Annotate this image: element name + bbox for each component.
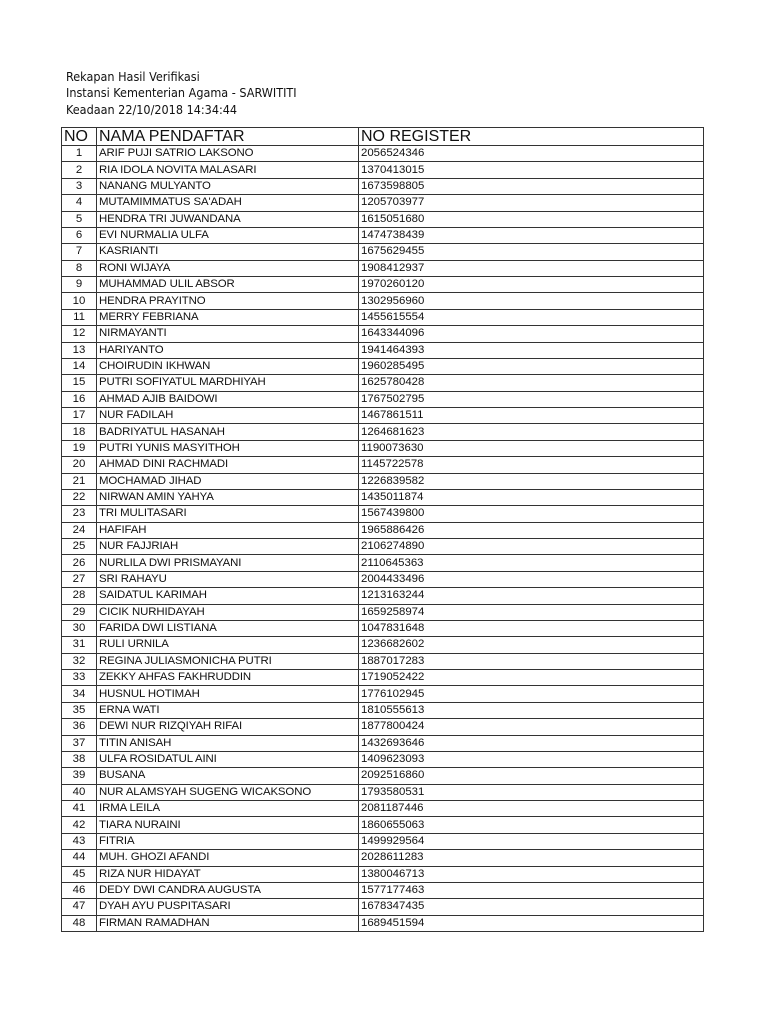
register-number: 1860655063 xyxy=(359,817,704,833)
table-row xyxy=(62,506,704,522)
register-number: 1887017283 xyxy=(359,653,704,669)
registrant-name: SRI RAHAYU xyxy=(97,571,359,587)
row-number: 35 xyxy=(62,702,97,718)
registrant-name: IRMA LEILA xyxy=(97,801,359,817)
register-number: 2106274890 xyxy=(359,539,704,555)
register-number: 2110645363 xyxy=(359,555,704,571)
register-number: 1643344096 xyxy=(359,326,704,342)
registrant-name: NIRWAN AMIN YAHYA xyxy=(97,489,359,505)
table-row xyxy=(62,326,704,342)
registrant-name: PUTRI YUNIS MASYITHOH xyxy=(97,440,359,456)
register-number: 1625780428 xyxy=(359,375,704,391)
row-number: 31 xyxy=(62,637,97,653)
registrant-name: DEWI NUR RIZQIYAH RIFAI xyxy=(97,719,359,735)
registrant-name: MUTAMIMMATUS SA'ADAH xyxy=(97,195,359,211)
registrant-name: MUHAMMAD ULIL ABSOR xyxy=(97,277,359,293)
row-number: 13 xyxy=(62,342,97,358)
table-row xyxy=(62,391,704,407)
row-number: 25 xyxy=(62,539,97,555)
row-number: 4 xyxy=(62,195,97,211)
row-number: 29 xyxy=(62,604,97,620)
row-number: 26 xyxy=(62,555,97,571)
table-row xyxy=(62,588,704,604)
row-number: 36 xyxy=(62,719,97,735)
column-header-name: NAMA PENDAFTAR xyxy=(97,128,359,146)
table-row xyxy=(62,195,704,211)
register-number: 1810555613 xyxy=(359,702,704,718)
register-number: 1432693646 xyxy=(359,735,704,751)
row-number: 8 xyxy=(62,260,97,276)
row-number: 37 xyxy=(62,735,97,751)
register-number: 1370413015 xyxy=(359,162,704,178)
row-number: 32 xyxy=(62,653,97,669)
register-number: 1615051680 xyxy=(359,211,704,227)
registrant-name: BADRIYATUL HASANAH xyxy=(97,424,359,440)
registrant-name: SAIDATUL KARIMAH xyxy=(97,588,359,604)
registrant-name: ERNA WATI xyxy=(97,702,359,718)
institution-line: Instansi Kementerian Agama - SARWITITI xyxy=(66,85,297,101)
register-number: 1719052422 xyxy=(359,670,704,686)
register-number: 1226839582 xyxy=(359,473,704,489)
table-row xyxy=(62,571,704,587)
row-number: 19 xyxy=(62,440,97,456)
registrant-name: TITIN ANISAH xyxy=(97,735,359,751)
table-row xyxy=(62,277,704,293)
table-row xyxy=(62,899,704,915)
row-number: 47 xyxy=(62,899,97,915)
registrant-name: FARIDA DWI LISTIANA xyxy=(97,620,359,636)
table-row xyxy=(62,539,704,555)
register-number: 1213163244 xyxy=(359,588,704,604)
table-row xyxy=(62,473,704,489)
register-number: 1678347435 xyxy=(359,899,704,915)
registrant-name: CICIK NURHIDAYAH xyxy=(97,604,359,620)
table-row xyxy=(62,833,704,849)
table-row xyxy=(62,293,704,309)
table-row xyxy=(62,555,704,571)
registrant-name: NUR FAJJRIAH xyxy=(97,539,359,555)
row-number: 15 xyxy=(62,375,97,391)
row-number: 44 xyxy=(62,850,97,866)
row-number: 46 xyxy=(62,882,97,898)
registrant-name: NURLILA DWI PRISMAYANI xyxy=(97,555,359,571)
table-row xyxy=(62,227,704,243)
registrant-name: NANANG MULYANTO xyxy=(97,178,359,194)
row-number: 20 xyxy=(62,457,97,473)
row-number: 21 xyxy=(62,473,97,489)
registrant-name: HUSNUL HOTIMAH xyxy=(97,686,359,702)
registrant-name: RIZA NUR HIDAYAT xyxy=(97,866,359,882)
registrant-name: PUTRI SOFIYATUL MARDHIYAH xyxy=(97,375,359,391)
register-number: 1877800424 xyxy=(359,719,704,735)
table-row xyxy=(62,670,704,686)
register-number: 1567439800 xyxy=(359,506,704,522)
row-number: 12 xyxy=(62,326,97,342)
column-header-no: NO xyxy=(62,128,97,146)
registrant-name: DEDY DWI CANDRA AUGUSTA xyxy=(97,882,359,898)
registrant-name: KASRIANTI xyxy=(97,244,359,260)
table-row xyxy=(62,408,704,424)
registrant-name: ZEKKY AHFAS FAKHRUDDIN xyxy=(97,670,359,686)
row-number: 17 xyxy=(62,408,97,424)
table-row xyxy=(62,637,704,653)
row-number: 24 xyxy=(62,522,97,538)
registrant-name: RULI URNILA xyxy=(97,637,359,653)
table-row xyxy=(62,768,704,784)
row-number: 30 xyxy=(62,620,97,636)
row-number: 5 xyxy=(62,211,97,227)
table-row xyxy=(62,146,704,162)
register-number: 1767502795 xyxy=(359,391,704,407)
table-row xyxy=(62,735,704,751)
row-number: 38 xyxy=(62,751,97,767)
document-header xyxy=(66,69,297,118)
registrant-name: HAFIFAH xyxy=(97,522,359,538)
row-number: 3 xyxy=(62,178,97,194)
registrant-name: DYAH AYU PUSPITASARI xyxy=(97,899,359,915)
register-number: 1264681623 xyxy=(359,424,704,440)
register-number: 1659258974 xyxy=(359,604,704,620)
row-number: 22 xyxy=(62,489,97,505)
registrant-name: TRI MULITASARI xyxy=(97,506,359,522)
row-number: 23 xyxy=(62,506,97,522)
table-row xyxy=(62,751,704,767)
registrant-name: FIRMAN RAMADHAN xyxy=(97,915,359,931)
register-number: 1675629455 xyxy=(359,244,704,260)
table-row xyxy=(62,620,704,636)
table-row xyxy=(62,440,704,456)
row-number: 48 xyxy=(62,915,97,931)
register-number: 2004433496 xyxy=(359,571,704,587)
table-row xyxy=(62,686,704,702)
register-number: 2028611283 xyxy=(359,850,704,866)
row-number: 10 xyxy=(62,293,97,309)
registrant-name: MUH. GHOZI AFANDI xyxy=(97,850,359,866)
table-row xyxy=(62,342,704,358)
register-number: 1190073630 xyxy=(359,440,704,456)
table-row xyxy=(62,489,704,505)
table-row xyxy=(62,375,704,391)
register-number: 1302956960 xyxy=(359,293,704,309)
registrant-name: CHOIRUDIN IKHWAN xyxy=(97,358,359,374)
row-number: 16 xyxy=(62,391,97,407)
row-number: 14 xyxy=(62,358,97,374)
row-number: 9 xyxy=(62,277,97,293)
registrant-name: AHMAD AJIB BAIDOWI xyxy=(97,391,359,407)
register-number: 2056524346 xyxy=(359,146,704,162)
table-row xyxy=(62,358,704,374)
timestamp-line: Keadaan 22/10/2018 14:34:44 xyxy=(66,101,238,117)
register-number: 1455615554 xyxy=(359,309,704,325)
table-row xyxy=(62,653,704,669)
row-number: 6 xyxy=(62,227,97,243)
registrant-name: FITRIA xyxy=(97,833,359,849)
row-number: 2 xyxy=(62,162,97,178)
table-header-row xyxy=(62,128,704,146)
registrant-name: NUR FADILAH xyxy=(97,408,359,424)
register-number: 1205703977 xyxy=(359,195,704,211)
table-row xyxy=(62,882,704,898)
row-number: 33 xyxy=(62,670,97,686)
table-row xyxy=(62,702,704,718)
registrant-name: HENDRA PRAYITNO xyxy=(97,293,359,309)
registrant-name: NUR ALAMSYAH SUGENG WICAKSONO xyxy=(97,784,359,800)
register-number: 1474738439 xyxy=(359,227,704,243)
register-number: 2092516860 xyxy=(359,768,704,784)
register-number: 1047831648 xyxy=(359,620,704,636)
register-number: 1970260120 xyxy=(359,277,704,293)
table-row xyxy=(62,784,704,800)
register-number: 1467861511 xyxy=(359,408,704,424)
table-row xyxy=(62,850,704,866)
registrant-name: RIA IDOLA NOVITA MALASARI xyxy=(97,162,359,178)
registrant-name: RONI WIJAYA xyxy=(97,260,359,276)
row-number: 7 xyxy=(62,244,97,260)
register-number: 1380046713 xyxy=(359,866,704,882)
row-number: 34 xyxy=(62,686,97,702)
register-number: 1941464393 xyxy=(359,342,704,358)
registrant-table xyxy=(61,127,704,932)
registrant-name: MERRY FEBRIANA xyxy=(97,309,359,325)
register-number: 1689451594 xyxy=(359,915,704,931)
table-row xyxy=(62,719,704,735)
registrant-name: ARIF PUJI SATRIO LAKSONO xyxy=(97,146,359,162)
registrant-name: TIARA NURAINI xyxy=(97,817,359,833)
column-header-register: NO REGISTER xyxy=(359,128,704,146)
table-row xyxy=(62,178,704,194)
row-number: 41 xyxy=(62,801,97,817)
register-number: 1577177463 xyxy=(359,882,704,898)
register-number: 1236682602 xyxy=(359,637,704,653)
registrant-name: REGINA JULIASMONICHA PUTRI xyxy=(97,653,359,669)
row-number: 39 xyxy=(62,768,97,784)
table-row xyxy=(62,866,704,882)
report-title: Rekapan Hasil Verifikasi xyxy=(66,69,200,84)
register-number: 1908412937 xyxy=(359,260,704,276)
register-number: 1776102945 xyxy=(359,686,704,702)
table-row xyxy=(62,260,704,276)
row-number: 18 xyxy=(62,424,97,440)
row-number: 27 xyxy=(62,571,97,587)
register-number: 1793580531 xyxy=(359,784,704,800)
register-number: 1435011874 xyxy=(359,489,704,505)
register-number: 1145722578 xyxy=(359,457,704,473)
registrant-name: NIRMAYANTI xyxy=(97,326,359,342)
table-row xyxy=(62,522,704,538)
register-number: 2081187446 xyxy=(359,801,704,817)
table-row xyxy=(62,801,704,817)
table-row xyxy=(62,244,704,260)
table-row xyxy=(62,162,704,178)
row-number: 1 xyxy=(62,146,97,162)
table-row xyxy=(62,604,704,620)
row-number: 11 xyxy=(62,309,97,325)
table-row xyxy=(62,915,704,931)
registrant-name: EVI NURMALIA ULFA xyxy=(97,227,359,243)
register-number: 1960285495 xyxy=(359,358,704,374)
registrant-name: MOCHAMAD JIHAD xyxy=(97,473,359,489)
register-number: 1499929564 xyxy=(359,833,704,849)
register-number: 1965886426 xyxy=(359,522,704,538)
row-number: 43 xyxy=(62,833,97,849)
table-row xyxy=(62,457,704,473)
registrant-name: HARIYANTO xyxy=(97,342,359,358)
table-row xyxy=(62,309,704,325)
registrant-name: AHMAD DINI RACHMADI xyxy=(97,457,359,473)
row-number: 40 xyxy=(62,784,97,800)
row-number: 45 xyxy=(62,866,97,882)
table-row xyxy=(62,817,704,833)
table-row xyxy=(62,211,704,227)
register-number: 1673598805 xyxy=(359,178,704,194)
row-number: 42 xyxy=(62,817,97,833)
registrant-name: HENDRA TRI JUWANDANA xyxy=(97,211,359,227)
registrant-name: ULFA ROSIDATUL AINI xyxy=(97,751,359,767)
table-row xyxy=(62,424,704,440)
register-number: 1409623093 xyxy=(359,751,704,767)
registrant-name: BUSANA xyxy=(97,768,359,784)
row-number: 28 xyxy=(62,588,97,604)
